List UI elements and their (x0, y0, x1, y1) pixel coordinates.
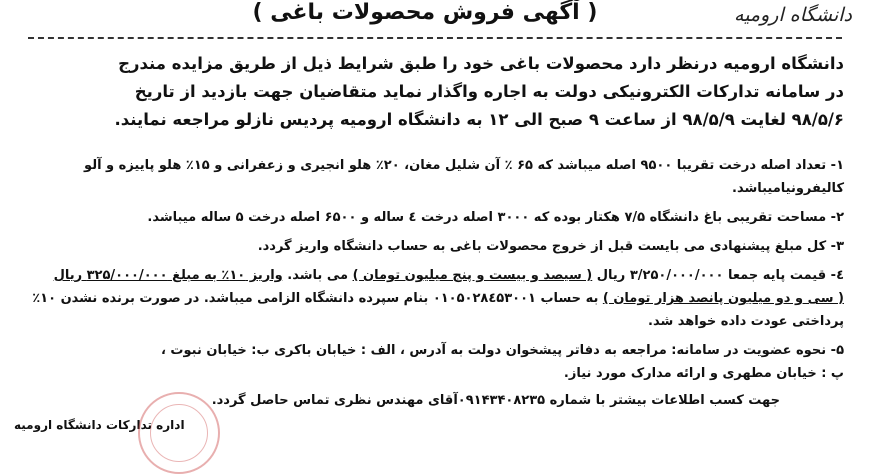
conditions-list (19, 154, 844, 385)
intro-line: ۹۸/۵/۶ لغایت ۹۸/۵/۹ از ساعت ۹ صبح الی ۱۲ به دانشگاه ارومیه پردیس نازلو مراجعه نمایند. (114, 110, 844, 129)
deposit-amount: واریز ۱۰٪ به مبلغ ۳۲۵/۰۰۰/۰۰۰ ریال (53, 268, 283, 283)
university-logo: دانشگاه ارومیه (734, 4, 852, 26)
condition-item-4-cont (19, 287, 844, 310)
official-stamp (138, 392, 220, 474)
condition-item-5: ۵- نحوه عضویت در سامانه: مراجعه به دفاتر پیشخوان دولت به آدرس ، الف : خیابان باکری ب: خیابان نبوت ، (160, 343, 844, 358)
contact-info: جهت کسب اطلاعات بیشتر با شماره ۰۹۱۴۳۴۰۸۲۳۵آقای مهندس نظری تماس حاصل گردد. (211, 393, 780, 408)
intro-paragraph (24, 50, 844, 134)
condition-item-4-refund: پرداختی عودت داده خواهد شد. (648, 314, 844, 329)
signature-office: اداره تدارکات دانشگاه ارومیه (14, 418, 185, 432)
condition-item-1: ۱- تعداد اصله درخت تقریبا ۹۵۰۰ اصله میباشد که ۶۵ ٪ آن شلیل مغان، ۲۰٪ هلو انجیری و زعفرانی و ۱۵٪ هلو پاییزه و آلو (84, 158, 844, 173)
condition-item-4 (19, 264, 844, 287)
condition-item-2: ۲- مساحت تقریبی باغ دانشگاه ۷/۵ هکتار بوده که ۳۰۰۰ اصله درخت ٤ ساله و ۶۵۰۰ اصله درخت ۵ ساله میباشد. (147, 210, 844, 225)
condition-item-5-cont: پ : خیابان مطهری و ارائه مدارک مورد نیاز. (563, 366, 844, 381)
condition-item-3: ۳- کل مبلغ پیشنهادی می بایست قبل از خروج محصولات باغی به حساب دانشگاه واریز گردد. (257, 239, 844, 254)
base-price: ٤- قیمت پایه جمعا ۳/۲۵۰/۰۰۰/۰۰۰ ریال (596, 268, 844, 283)
header-divider (28, 37, 842, 39)
deposit-amount-words: ( سی و دو میلیون پانصد هزار تومان ) (602, 291, 844, 306)
page-title: ( آگهی فروش محصولات باغی ) (252, 0, 598, 25)
intro-line: در سامانه تدارکات الکترونیکی دولت به اجاره واگذار نماید متقاضیان جهت بازدید از تاریخ (134, 82, 844, 101)
intro-line: دانشگاه ارومیه درنظر دارد محصولات باغی خود را طبق شرایط ذیل از طریق مزایده مندرج (118, 54, 844, 73)
base-price-words: ( سیصد و بیست و پنج میلیون تومان ) (352, 268, 593, 283)
deposit-account: به حساب ۰۱۰۵۰۲۸٤۵۳۰۰۱ بنام سپرده دانشگاه الزامی میباشد. در صورت برنده نشدن ۱۰٪ (32, 291, 599, 306)
base-price-suffix: می باشد. (287, 268, 349, 283)
condition-item-1-cont: کالیفرونیامیباشد. (732, 181, 844, 196)
